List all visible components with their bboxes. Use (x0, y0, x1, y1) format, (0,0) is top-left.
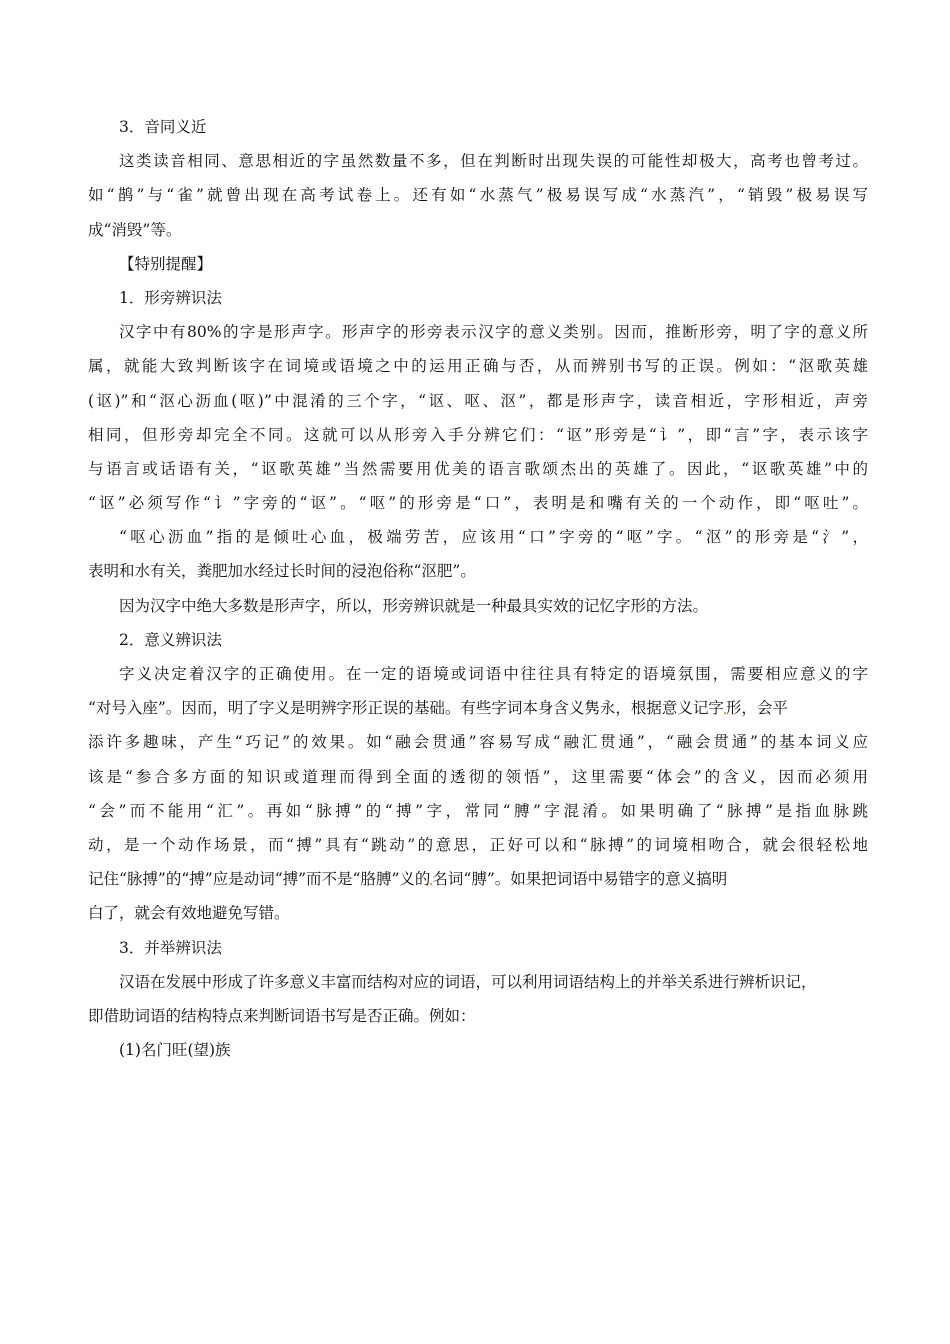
document-page (88, 110, 868, 1067)
paragraph-line: 如“鹊”与“雀”就曾出现在高考试卷上。还有如“水蒸气”极易误写成“水蒸汽”，“销毁”极易误写 (88, 186, 868, 205)
list-item: (1)名门旺(望)族 (119, 1041, 231, 1060)
line-segment: “对号入座”。因而，明了字义是明辨字形正误的基础。有些字词本身含义隽永，根据意义记字 (88, 699, 724, 718)
paragraph-line: 白了，就会有效地避免写错。 (88, 904, 290, 923)
paragraph-line: 该是“参合多方面的知识或道理而得到全面的透彻的领悟”，这里需要“体会”的含义，因而必须用 (88, 767, 868, 786)
paragraph-line: 汉字中有80%的字是形声字。形声字的形旁表示汉字的意义类别。因而，推断形旁，明了字的意义所 (119, 323, 868, 342)
line-segment: 名词“膊”。如果把词语中易错字的意义搞明 (432, 870, 728, 889)
paragraph-line: 属，就能大致判断该字在词境或语境之中的运用正确与否，从而辨别书写的正误。例如：“沤歌英雄 (88, 357, 868, 376)
paragraph-line: (讴)”和“沤心沥血(呕)”中混淆的三个字，“讴、呕、沤”，都是形声字，读音相近，字形相近，声旁 (88, 391, 868, 410)
section-heading: 2．意义辨识法 (119, 630, 222, 649)
paragraph-line: 动，是一个动作场景，而“搏”具有“跳动”的意思，正好可以和“脉搏”的词境相吻合，就会很轻松地 (88, 835, 868, 854)
section-heading: 1．形旁辨识法 (119, 288, 222, 307)
paragraph-line: “讴”必须写作“讠”字旁的“讴”。“呕”的形旁是“口”，表明是和嘴有关的一个动作，即“呕吐”。 (88, 494, 868, 513)
paragraph-line: 成“消毁”等。 (88, 220, 182, 239)
paragraph-line: 与语言或话语有关，“讴歌英雄”当然需要用优美的语言歌颂杰出的英雄了。因此，“讴歌英雄”中的 (88, 459, 868, 478)
line-segment: 记住“脉搏”的“搏”应是动词“搏”而不是“胳膊”义的 (88, 870, 431, 889)
paragraph-line: 即借助词语的结构特点来判断词语书写是否正确。例如： (88, 1006, 476, 1025)
paragraph-line: 汉语在发展中形成了许多意义丰富而结构对应的词语，可以利用词语结构上的并举关系进行辨析识记， (119, 972, 817, 991)
line-segment: 形，会平 (725, 699, 788, 718)
paragraph-line: 添许多趣味，产生“巧记”的效果。如“融会贯通”容易写成“融汇贯通”，“融会贯通”的基本词义应 (88, 733, 868, 752)
paragraph-line: 表明和水有关，粪肥加水经过长时间的浸泡俗称“沤肥”。 (88, 562, 476, 581)
paragraph-line (88, 862, 868, 896)
paragraph-line: 字义决定着汉字的正确使用。在一定的语境或词语中往往具有特定的语境氛围，需要相应意义的字 (119, 665, 868, 683)
paragraph-line: “会”而不能用“汇”。再如“脉搏”的“搏”字，常同“膊”字混淆。如果明确了“脉搏”是指血脉跳 (88, 801, 868, 820)
section-heading: 3．并举辨识法 (119, 938, 222, 957)
paragraph-line: 相同，但形旁却完全不同。这就可以从形旁入手分辨它们：“讴”形旁是“讠”，即“言”字，表示该字 (88, 425, 868, 444)
section-heading: 3．音同义近 (119, 118, 207, 136)
paragraph-line (88, 691, 868, 725)
paragraph-line: “呕心沥血”指的是倾吐心血，极端劳苦，应该用“口”字旁的“呕”字。“沤”的形旁是“氵”， (119, 528, 868, 547)
paragraph-line: 因为汉字中绝大多数是形声字，所以，形旁辨识就是一种最具实效的记忆字形的方法。 (119, 596, 709, 615)
paragraph-line: 这类读音相同、意思相近的字虽然数量不多，但在判断时出现失误的可能性却极大，高考也曾考过。 (119, 152, 868, 171)
section-heading: 【特别提醒】 (119, 254, 213, 273)
